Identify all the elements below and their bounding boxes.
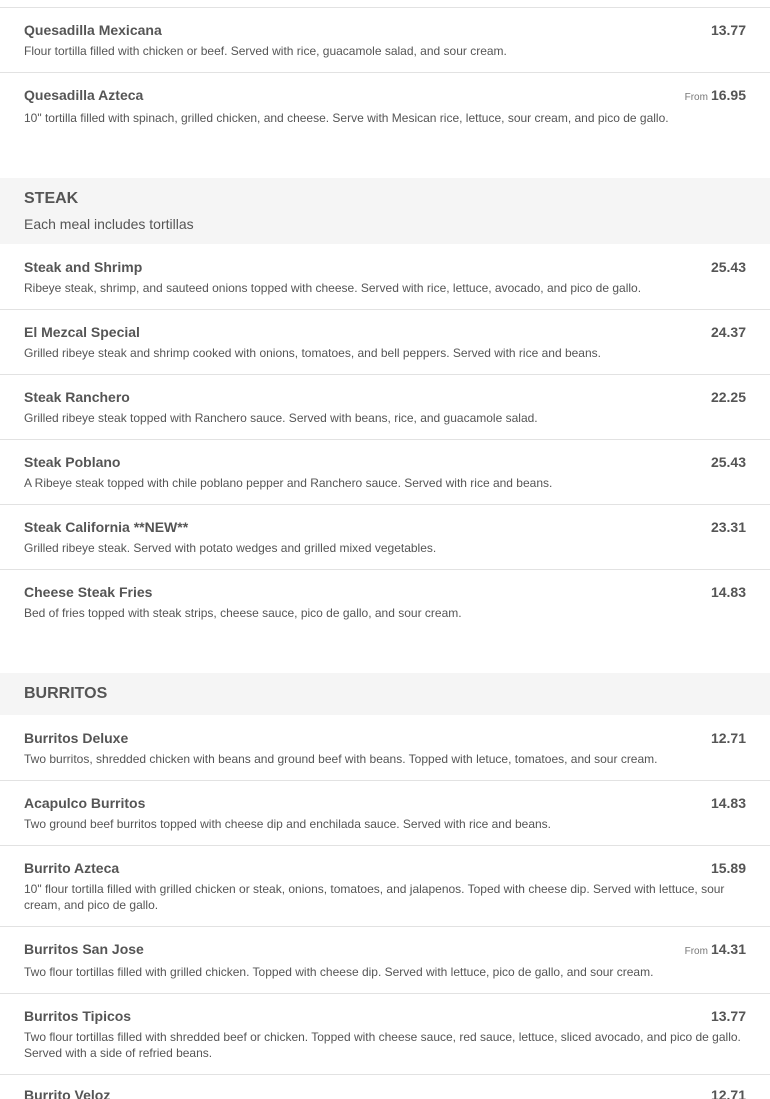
item-name: Quesadilla Mexicana [24, 22, 162, 38]
item-name: Burritos Tipicos [24, 1008, 132, 1024]
item-name: Burritos Deluxe [24, 730, 129, 746]
item-price [711, 389, 746, 405]
menu-item-cheese-steak-fries[interactable] [0, 584, 770, 632]
price-prefix: From [684, 946, 708, 957]
price-value: 13.77 [710, 1008, 746, 1024]
item-price [711, 1087, 746, 1099]
menu-item-burritos-san-jose[interactable] [0, 941, 770, 994]
section-header-steak [0, 178, 770, 244]
item-name: Quesadilla Azteca [24, 87, 144, 103]
price-value: 12.71 [710, 730, 746, 746]
item-name: Acapulco Burritos [24, 795, 146, 811]
menu-item-steak-and-shrimp[interactable] [0, 259, 770, 310]
item-name: Burrito Veloz [24, 1087, 111, 1099]
price-value: 15.89 [710, 860, 746, 876]
price-value: 16.95 [710, 87, 746, 103]
price-value: 13.77 [710, 22, 746, 38]
item-description: 10" tortilla filled with spinach, grilled chicken, and cheese. Serve with Mesican rice, lettuce, sour cream, and pico de gallo. [24, 111, 669, 125]
item-price [711, 730, 746, 746]
price-value: 14.83 [710, 795, 746, 811]
menu-item-el-mezcal-special[interactable] [0, 324, 770, 375]
menu-item-steak-california[interactable] [0, 519, 770, 570]
item-description: Two flour tortillas filled with shredded beef or chicken. Topped with cheese sauce, red sauce, lettuce, sliced avocado, and pico de gallo. Served with a side of refried beans. [24, 1030, 741, 1060]
price-value: 22.25 [710, 389, 746, 405]
menu-item-burritos-deluxe[interactable] [0, 730, 770, 781]
menu-item-burrito-veloz[interactable] [0, 1087, 770, 1099]
item-description: 10" flour tortilla filled with grilled chicken or steak, onions, tomatoes, and jalapenos. Toped with cheese dip. Served with lettuce, sour cream, and pico de gallo. [24, 882, 725, 912]
item-description: Grilled ribeye steak. Served with potato wedges and grilled mixed vegetables. [24, 541, 437, 555]
item-name: El Mezcal Special [24, 324, 140, 340]
section-header-burritos [0, 673, 770, 715]
divider [0, 7, 770, 8]
menu-item-steak-poblano[interactable] [0, 454, 770, 505]
item-price [711, 259, 746, 275]
menu-item-steak-ranchero[interactable] [0, 389, 770, 440]
item-name: Cheese Steak Fries [24, 584, 153, 600]
item-description: Two flour tortillas filled with grilled chicken. Topped with cheese dip. Served with lettuce, pico de gallo, and sour cream. [24, 965, 654, 979]
price-value: 12.71 [710, 1087, 746, 1099]
price-value: 25.43 [710, 259, 746, 275]
price-prefix: From [684, 92, 708, 103]
item-name: Burrito Azteca [24, 860, 120, 876]
item-description: Ribeye steak, shrimp, and sauteed onions topped with cheese. Served with rice, lettuce, avocado, and pico de gallo. [24, 281, 642, 295]
price-value: 25.43 [710, 454, 746, 470]
item-price [685, 941, 746, 960]
item-name: Steak Poblano [24, 454, 121, 470]
item-description: Grilled ribeye steak and shrimp cooked with onions, tomatoes, and bell peppers. Served with rice and beans. [24, 346, 601, 360]
item-name: Steak Ranchero [24, 389, 130, 405]
item-price [711, 519, 746, 535]
price-value: 14.31 [710, 941, 746, 957]
section-title: BURRITOS [24, 685, 108, 702]
item-name: Steak California **NEW** [24, 519, 189, 535]
item-price [711, 454, 746, 470]
item-price [711, 584, 746, 600]
price-value: 23.31 [710, 519, 746, 535]
item-price [711, 1008, 746, 1024]
item-description: Flour tortilla filled with chicken or beef. Served with rice, guacamole salad, and sour cream. [24, 44, 507, 58]
section-title: STEAK [24, 190, 79, 207]
price-value: 14.83 [710, 584, 746, 600]
menu-item-burrito-azteca[interactable] [0, 860, 770, 927]
menu-item-burritos-tipicos[interactable] [0, 1008, 770, 1075]
item-description: Two burritos, shredded chicken with beans and ground beef with beans. Topped with letuce, tomatoes, and sour cream. [24, 752, 658, 766]
menu-item-quesadilla-azteca[interactable] [0, 87, 770, 137]
menu-item-acapulco-burritos[interactable] [0, 795, 770, 846]
section-subtitle: Each meal includes tortillas [24, 216, 194, 232]
item-price [711, 860, 746, 876]
item-description: Two ground beef burritos topped with cheese dip and enchilada sauce. Served with rice and beans. [24, 817, 552, 831]
item-description: Bed of fries topped with steak strips, cheese sauce, pico de gallo, and sour cream. [24, 606, 462, 620]
menu-item-quesadilla-mexicana[interactable] [0, 22, 770, 73]
item-name: Steak and Shrimp [24, 259, 143, 275]
item-description: Grilled ribeye steak topped with Ranchero sauce. Served with beans, rice, and guacamole salad. [24, 411, 538, 425]
item-name: Burritos San Jose [24, 941, 144, 957]
item-price [711, 324, 746, 340]
item-price [711, 22, 746, 38]
item-description: A Ribeye steak topped with chile poblano pepper and Ranchero sauce. Served with rice and beans. [24, 476, 553, 490]
item-price [711, 795, 746, 811]
item-price [685, 87, 746, 106]
price-value: 24.37 [710, 324, 746, 340]
